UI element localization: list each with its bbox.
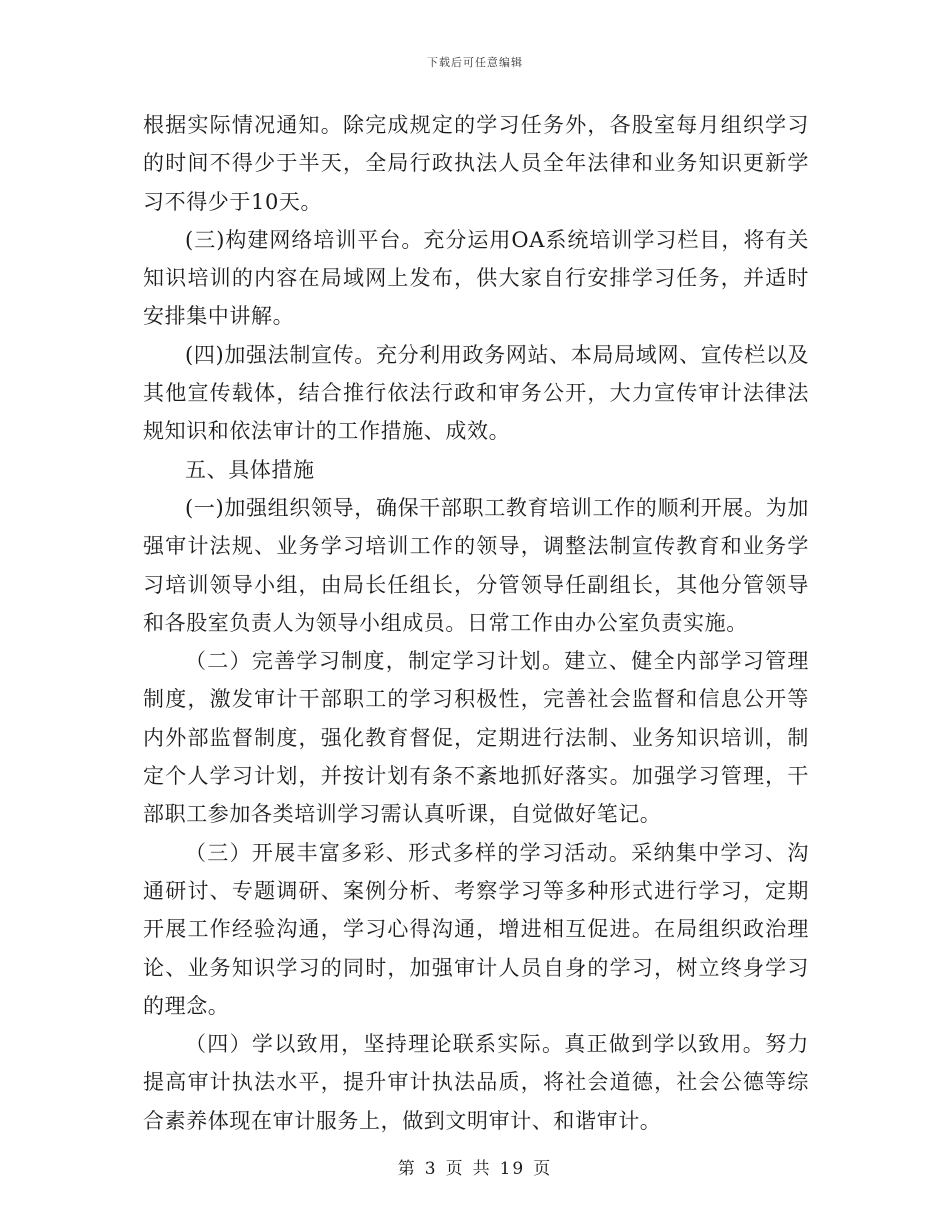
footer-label-ye-2: 页: [533, 1159, 553, 1179]
paragraph-study-system: （二）完善学习制度，制定学习计划。建立、健全内部学习管理制度，激发审计干部职工的学习积极性，完善社会监督和信息公开等内外部监督制度，强化教育督促，定期进行法制、业务知识培训，制定个人学习计划，并按计划有条不紊地抓好落实。加强学习管理，干部职工参加各类培训学习需认真听课，自觉做好笔记。: [143, 649, 809, 827]
section-heading-measures: 五、具体措施: [185, 457, 315, 482]
paragraph-apply-learning: （四）学以致用，坚持理论联系实际。真正做到学以致用。努力提高审计执法水平，提升审计执法品质，将社会道德，社会公德等综合素养体现在审计服务上，做到文明审计、和谐审计。: [143, 1032, 809, 1133]
paragraph-network-training: (三)构建网络培训平台。充分运用OA系统培训学习栏目，将有关知识培训的内容在局域网上发布，供大家自行安排学习任务，并适时安排集中讲解。: [143, 227, 809, 329]
paragraph-legal-publicity: (四)加强法制宣传。充分利用政务网站、本局局域网、宣传栏以及其他宣传载体，结合推行依法行政和审务公开，大力宣传审计法律法规知识和依法审计的工作措施、成效。: [143, 342, 809, 444]
footer-total-pages: 19: [499, 1159, 526, 1179]
paragraph-organization-leadership: (一)加强组织领导，确保干部职工教育培训工作的顺利开展。为加强审计法规、业务学习培训工作的领导，调整法制宣传教育和业务学习培训领导小组，由局长任组长，分管领导任副组长，其他分管领导和各股室负责人为领导小组成员。日常工作由办公室负责实施。: [143, 495, 809, 635]
page-header: 下载后可任意编辑: [427, 56, 523, 69]
footer-page-number: 3: [424, 1159, 438, 1179]
document-body: [143, 106, 809, 1140]
paragraph-study-activities: （三）开展丰富多彩、形式多样的学习活动。采纳集中学习、沟通研讨、专题调研、案例分析、考察学习等多种形式进行学习，定期开展工作经验沟通，学习心得沟通，增进相互促进。在局组织政治理论、业务知识学习的同时，加强审计人员自身的学习，树立终身学习的理念。: [143, 840, 809, 1018]
footer-label-di: 第: [397, 1159, 417, 1179]
footer-label-ye: 页: [445, 1159, 465, 1179]
footer-label-gong: 共: [472, 1159, 492, 1179]
page-footer: [0, 1154, 950, 1179]
paragraph-continuation: 根据实际情况通知。除完成规定的学习任务外，各股室每月组织学习的时间不得少于半天，全局行政执法人员全年法律和业务知识更新学习不得少于10天。: [143, 113, 809, 214]
